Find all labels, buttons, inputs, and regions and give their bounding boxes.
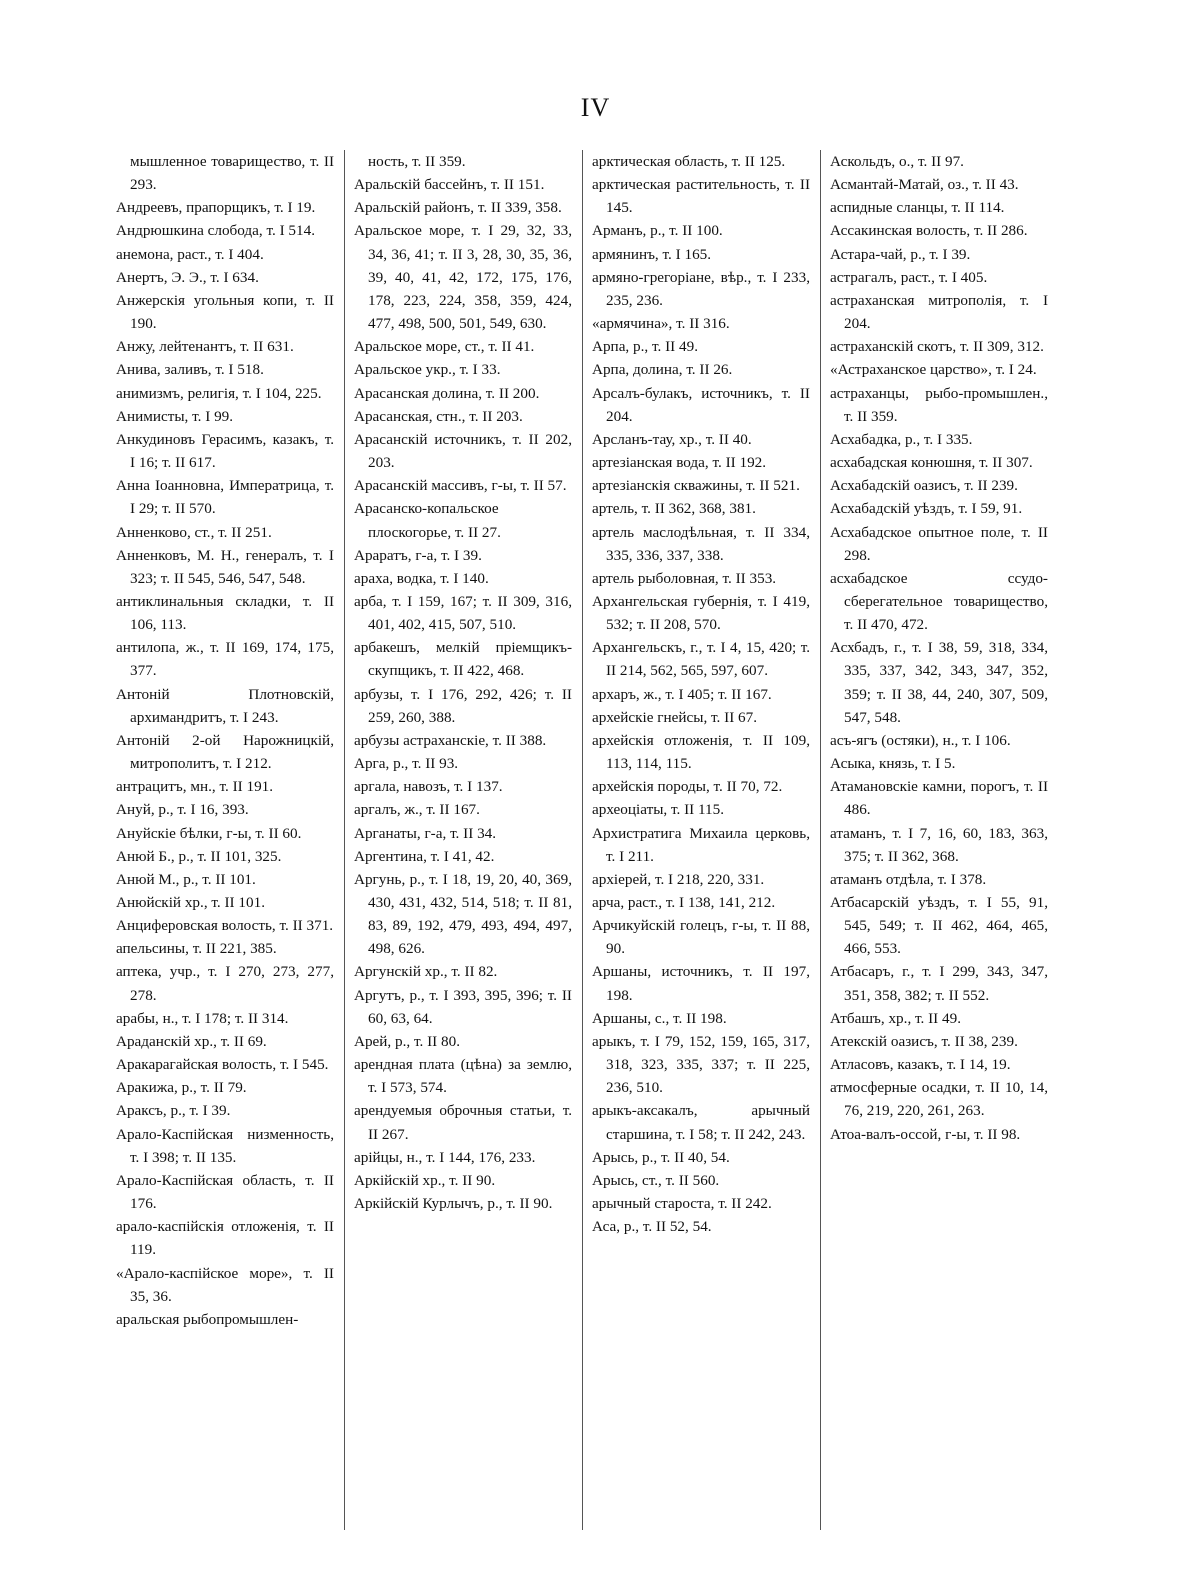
index-entry: Андрюшкина слобода, т. I 514. xyxy=(116,222,316,240)
index-entry: анимизмъ, религія, т. I 104, 225. xyxy=(116,384,322,402)
index-entry: археоціаты, т. II 115. xyxy=(592,801,725,819)
index-entry: Аршаны, источникъ, т. II 197, 198. xyxy=(592,963,810,1004)
index-entry: аптека, учр., т. I 270, 273, 277, 278. xyxy=(116,963,334,1004)
index-entry: Араксъ, р., т. I 39. xyxy=(116,1102,231,1120)
index-entry: Асмантай-Матай, оз., т. II 43. xyxy=(830,176,1019,194)
index-entry: Арасанская долина, т. II 200. xyxy=(354,384,540,402)
index-entry: аспидные сланцы, т. II 114. xyxy=(830,199,1005,217)
index-entry: Архангельскъ, г., т. I 4, 15, 420; т. II 214, 562, 565, 597, 607. xyxy=(592,639,810,680)
index-entry: асъ-ягъ (остяки), н., т. I 106. xyxy=(830,731,1011,749)
index-entry: Анюйскій хр., т. II 101. xyxy=(116,894,265,911)
page-number: IV xyxy=(580,93,611,122)
index-entry: астрагалъ, раст., т. I 405. xyxy=(830,268,988,286)
index-entry: Анива, заливъ, т. I 518. xyxy=(116,361,264,379)
index-entry: Аральское море, т. I 29, 32, 33, 34, 36, 41; т. II 3, 28, 30, 35, 36, 39, 40, 41, 42, 172, 175, 176, 178, 223, 224, 358, 359, 424, 477, 498, 500, 501, 549, 630. xyxy=(354,222,572,333)
index-entry: Асхбадъ, г., т. I 38, 59, 318, 334, 335, 337, 342, 343, 347, 352, 359; т. II 38, 44, 240, 307, 509, 547, 548. xyxy=(830,639,1048,726)
index-entry: Астара-чай, р., т. I 39. xyxy=(830,245,971,263)
index-entry: арычный староста, т. II 242. xyxy=(592,1195,772,1213)
index-entry: Атоа-валъ-оссой, г-ы, т. II 98. xyxy=(830,1125,1021,1143)
index-entry: армяно-грегоріане, вѣр., т. I 233, 235, 236. xyxy=(592,268,810,309)
index-entry: анемона, раст., т. I 404. xyxy=(116,245,264,263)
index-entry: арендуемыя оброчныя статьи, т. II 267. xyxy=(354,1102,572,1143)
index-entry: Арга, р., т. II 93. xyxy=(354,755,459,773)
index-entry: арктическая область, т. II 125. xyxy=(592,153,786,170)
index-entry: Арасанско-копальское плоскогорье, т. II 27. xyxy=(354,500,501,541)
index-entry: Арманъ, р., т. II 100. xyxy=(592,222,723,240)
index-entry: Асхабадскій оазисъ, т. II 239. xyxy=(830,477,1018,495)
index-columns xyxy=(116,150,1070,1560)
index-entry: архіерей, т. I 218, 220, 331. xyxy=(592,870,765,888)
index-entry: Ануй, р., т. I 16, 393. xyxy=(116,801,249,819)
index-entry: арыкъ, т. I 79, 152, 159, 165, 317, 318, 323, 335, 337; т. II 225, 236, 510. xyxy=(592,1032,810,1097)
index-entry: Анненковъ, М. Н., генералъ, т. I 323; т. II 545, 546, 547, 548. xyxy=(116,546,334,587)
index-entry: антиклинальныя складки, т. II 106, 113. xyxy=(116,592,334,634)
index-entry: Аральскій районъ, т. II 339, 358. xyxy=(354,199,562,217)
index-entry: Арганаты, г-а, т. II 34. xyxy=(354,824,497,842)
index-entry: аральская рыбопромышлен- xyxy=(116,1310,299,1328)
index-entry: Атласовъ, казакъ, т. I 14, 19. xyxy=(830,1056,1011,1074)
index-entry: Арасанскій источникъ, т. II 202, 203. xyxy=(354,430,572,472)
index-entry: арба, т. I 159, 167; т. II 309, 316, 401, 402, 415, 507, 510. xyxy=(354,592,572,634)
index-entry: арбакешъ, мелкій пріемщикъ-скупщикъ, т. II 422, 468. xyxy=(354,639,572,680)
index-entry: Атбашъ, хр., т. II 49. xyxy=(830,1009,962,1027)
index-entry: Анциферовская волость, т. II 371. xyxy=(116,917,334,935)
index-entry: Аршаны, с., т. II 198. xyxy=(592,1009,727,1027)
index-entry: астраханцы, рыбо-промышлен., т. II 359. xyxy=(830,384,1048,425)
index-entry: Асыка, князь, т. I 5. xyxy=(830,755,956,773)
index-entry: ность, т. II 359. xyxy=(368,153,466,170)
index-entry: Арпа, р., т. II 49. xyxy=(592,338,698,356)
index-entry: аргалъ, ж., т. II 167. xyxy=(354,801,480,819)
index-entry: Аркійскій хр., т. II 90. xyxy=(354,1171,496,1189)
index-entry: Анжу, лейтенантъ, т. II 631. xyxy=(116,338,294,356)
index-entry: арбузы астраханскіе, т. II 388. xyxy=(354,731,547,749)
index-entry: Андреевъ, прапорщикъ, т. I 19. xyxy=(116,199,316,217)
index-entry: Архангельская губернія, т. I 419, 532; т. II 208, 570. xyxy=(592,592,810,634)
index-entry: арендная плата (цѣна) за землю, т. I 573, 574. xyxy=(354,1056,572,1097)
index-entry: Аргутъ, р., т. I 393, 395, 396; т. II 60, 63, 64. xyxy=(354,986,572,1027)
index-entry: арча, раст., т. I 138, 141, 212. xyxy=(592,894,776,911)
index-entry: Арасанская, стн., т. II 203. xyxy=(354,407,523,425)
index-entry: атаманъ, т. I 7, 16, 60, 183, 363, 375; т. II 362, 368. xyxy=(830,824,1048,865)
index-entry: атаманъ отдѣла, т. I 378. xyxy=(830,870,987,888)
index-entry: Арсалъ-булакъ, источникъ, т. II 204. xyxy=(592,384,810,425)
index-entry: Аракарагайская волость, т. I 545. xyxy=(116,1056,329,1074)
index-entry: Аргунь, р., т. I 18, 19, 20, 40, 369, 430, 431, 432, 514, 518; т. II 81, 83, 89, 192, 479, 493, 494, 497, 498, 626. xyxy=(354,870,572,958)
index-entry: архейскіе гнейсы, т. II 67. xyxy=(592,708,758,726)
index-entry: архаръ, ж., т. I 405; т. II 167. xyxy=(592,685,772,703)
index-entry: «Астраханское царство», т. I 24. xyxy=(830,361,1037,379)
index-entry: асхабадское ссудо-сберегательное товарищество, т. II 470, 472. xyxy=(830,569,1048,634)
index-entry: астраханская митрополія, т. I 204. xyxy=(830,291,1048,333)
index-entry: Антоній 2-ой Нарожницкій, митрополитъ, т. I 212. xyxy=(116,731,334,773)
index-entry: артель, т. II 362, 368, 381. xyxy=(592,500,756,518)
index-entry: Анна Іоанновна, Императрица, т. I 29; т. II 570. xyxy=(116,477,334,518)
column-divider xyxy=(344,150,345,1530)
index-entry: Арало-Каспійская область, т. II 176. xyxy=(116,1171,334,1213)
index-entry: Аракижа, р., т. II 79. xyxy=(116,1079,247,1097)
index-entry: Ануйскіе бѣлки, г-ы, т. II 60. xyxy=(116,824,302,842)
index-entry: Араданскій хр., т. II 69. xyxy=(116,1032,267,1050)
index-entry: Анимисты, т. I 99. xyxy=(116,407,234,425)
index-entry: Аргентина, т. I 41, 42. xyxy=(354,847,495,865)
index-entry: Асхабадское опытное поле, т. II 298. xyxy=(830,523,1048,564)
index-entry: Анкудиновъ Герасимъ, казакъ, т. I 16; т. II 617. xyxy=(116,430,334,472)
index-entry: арбузы, т. I 176, 292, 426; т. II 259, 260, 388. xyxy=(354,685,572,726)
index-entry: мышленное товарищество, т. II 293. xyxy=(130,153,334,194)
index-entry: Аральское море, ст., т. II 41. xyxy=(354,338,535,356)
index-entry: Аркійскій Курлычъ, р., т. II 90. xyxy=(354,1195,553,1213)
index-entry: арійцы, н., т. I 144, 176, 233. xyxy=(354,1148,536,1166)
index-entry: арабы, н., т. I 178; т. II 314. xyxy=(116,1009,289,1027)
index-entry: Аргунскій хр., т. II 82. xyxy=(354,963,498,981)
index-entry: Анжерскія угольныя копи, т. II 190. xyxy=(116,291,334,333)
index-entry: Аса, р., т. II 52, 54. xyxy=(592,1218,712,1236)
index-entry: артезіанскія скважины, т. II 521. xyxy=(592,477,800,495)
index-entry: артель маслодѣльная, т. II 334, 335, 336, 337, 338. xyxy=(592,523,810,564)
index-entry: Арчикуйскій голецъ, г-ы, т. II 88, 90. xyxy=(592,917,810,958)
index-column-4 xyxy=(830,150,1048,1146)
index-entry: апельсины, т. II 221, 385. xyxy=(116,940,277,958)
index-entry: атмосферные осадки, т. II 10, 14, 76, 219, 220, 261, 263. xyxy=(830,1079,1048,1120)
index-entry: антрацитъ, мн., т. II 191. xyxy=(116,778,274,796)
index-entry: Асхабадка, р., т. I 335. xyxy=(830,430,973,448)
index-column-3 xyxy=(592,150,810,1238)
index-entry: Арей, р., т. II 80. xyxy=(354,1032,460,1050)
index-entry: араха, водка, т. I 140. xyxy=(354,569,489,587)
index-entry: артезіанская вода, т. II 192. xyxy=(592,454,767,472)
index-entry: Атбасаръ, г., т. I 299, 343, 347, 351, 358, 382; т. II 552. xyxy=(830,963,1048,1004)
index-entry: Архистратига Михаила церковь, т. I 211. xyxy=(592,824,810,865)
index-entry: артель рыболовная, т. II 353. xyxy=(592,569,777,587)
index-entry: астраханскій скотъ, т. II 309, 312. xyxy=(830,338,1044,356)
index-entry: архейскія породы, т. II 70, 72. xyxy=(592,778,783,796)
index-entry: Ассакинская волость, т. II 286. xyxy=(830,222,1028,240)
index-entry: Аскольдъ, о., т. II 97. xyxy=(830,153,964,170)
column-divider xyxy=(820,150,821,1530)
index-entry: Анертъ, Э. Э., т. I 634. xyxy=(116,268,259,286)
index-entry: Аральскій бассейнъ, т. II 151. xyxy=(354,176,545,194)
index-entry: архейскія отложенія, т. II 109, 113, 114, 115. xyxy=(592,731,810,773)
index-column-2 xyxy=(354,150,572,1215)
index-entry: «Арало-каспійское море», т. II 35, 36. xyxy=(116,1264,334,1305)
index-entry: «армячина», т. II 316. xyxy=(592,315,730,333)
index-entry: арктическая растительность, т. II 145. xyxy=(592,176,810,217)
index-entry: Атекскій оазисъ, т. II 38, 239. xyxy=(830,1032,1018,1050)
index-entry: Арысь, ст., т. II 560. xyxy=(592,1171,720,1189)
index-column-1 xyxy=(116,150,334,1331)
index-entry: антилопа, ж., т. II 169, 174, 175, 377. xyxy=(116,639,334,680)
index-entry: арало-каспійскія отложенія, т. II 119. xyxy=(116,1218,334,1259)
index-entry: Асхабадскій уѣздъ, т. I 59, 91. xyxy=(830,500,1023,518)
index-entry: Анненково, ст., т. II 251. xyxy=(116,523,272,541)
index-entry: Анюй Б., р., т. II 101, 325. xyxy=(116,847,282,865)
index-entry: Аральское укр., т. I 33. xyxy=(354,361,501,379)
column-divider xyxy=(582,150,583,1530)
index-entry: Араратъ, г-а, т. I 39. xyxy=(354,546,482,564)
index-entry: Атамановскіе камни, порогъ, т. II 486. xyxy=(830,778,1048,819)
index-entry: Арало-Каспійская низменность, т. I 398; т. II 135. xyxy=(116,1125,334,1166)
index-entry: Арсланъ-тау, хр., т. II 40. xyxy=(592,430,752,448)
index-entry: Антоній Плотновскій, архимандритъ, т. I 243. xyxy=(116,685,334,726)
index-entry: арыкъ-аксакалъ, арычный старшина, т. I 58; т. II 242, 243. xyxy=(592,1102,810,1143)
index-entry: армянинъ, т. I 165. xyxy=(592,245,712,263)
index-entry: Арасанскій массивъ, г-ы, т. II 57. xyxy=(354,477,567,495)
index-entry: Арысь, р., т. II 40, 54. xyxy=(592,1148,730,1166)
index-entry: Атбасарскій уѣздъ, т. I 55, 91, 545, 549; т. II 462, 464, 465, 466, 553. xyxy=(830,894,1048,958)
index-entry: асхабадская конюшня, т. II 307. xyxy=(830,454,1033,472)
index-entry: Арпа, долина, т. II 26. xyxy=(592,361,733,379)
index-entry: аргала, навозъ, т. I 137. xyxy=(354,778,503,796)
index-entry: Анюй М., р., т. II 101. xyxy=(116,870,256,888)
